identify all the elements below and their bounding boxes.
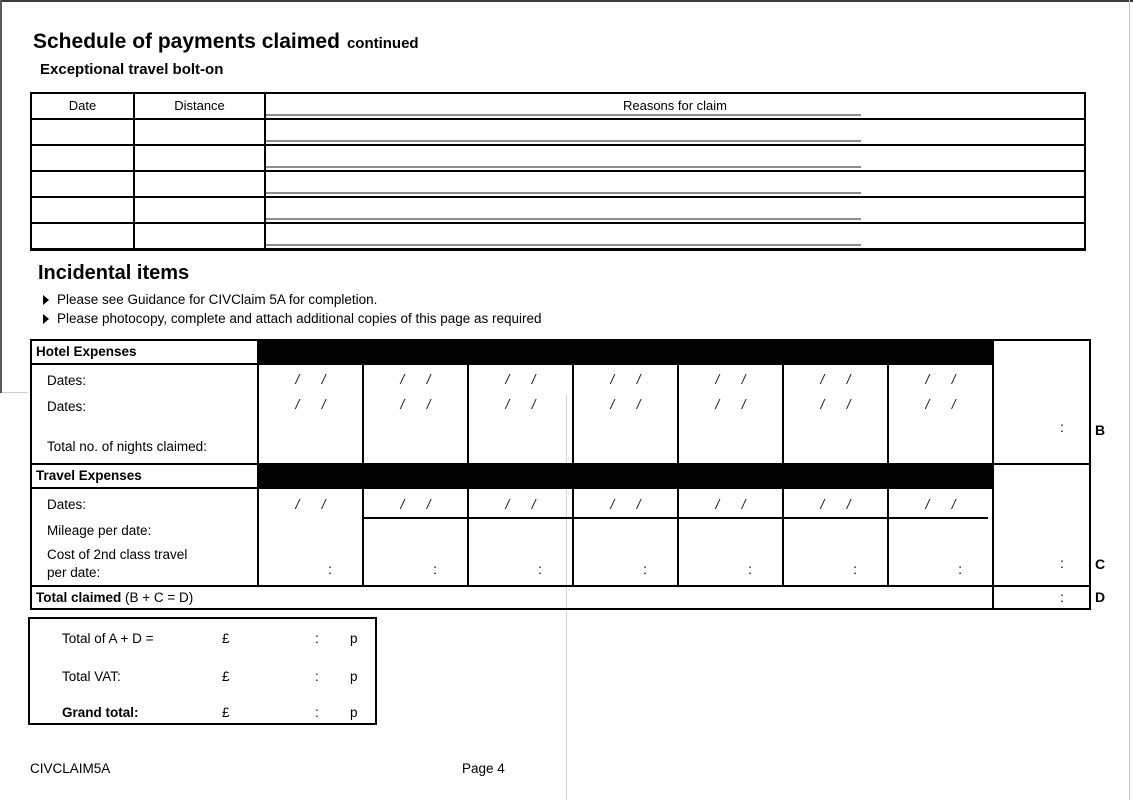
travel-amount-cell[interactable]: :: [748, 561, 752, 577]
travel-dates-underline: [364, 517, 988, 519]
travel-dates-label: Dates:: [47, 497, 87, 512]
travel-amount-cell[interactable]: :: [643, 561, 647, 577]
page-fold-tick: [2, 392, 28, 393]
writing-line: [266, 114, 861, 116]
travel-expenses-label: Travel Expenses: [36, 468, 142, 483]
travel-expenses-header-bar: [257, 465, 992, 489]
reasons-cell[interactable]: [266, 120, 1084, 144]
date-cell[interactable]: [32, 146, 135, 170]
ref-letter-d: D: [1095, 589, 1106, 605]
reasons-cell[interactable]: [266, 146, 1084, 170]
travel-cost-label-2: per date:: [47, 565, 101, 580]
ref-letter-b: B: [1095, 422, 1106, 438]
hotel-date-cell[interactable]: / / / /: [364, 365, 469, 463]
hotel-dates-label-2: Dates:: [47, 399, 87, 414]
reasons-cell[interactable]: [266, 198, 1084, 222]
page-title: [33, 30, 419, 54]
travel-amount-cell[interactable]: :: [958, 561, 962, 577]
total-vat-label: Total VAT:: [62, 669, 121, 684]
hotel-date-row: [259, 365, 992, 463]
writing-line: [266, 192, 861, 194]
page-number: Page 4: [462, 761, 505, 776]
pound-sign: £: [222, 669, 230, 684]
bullet-triangle-icon: [43, 314, 49, 324]
distance-cell[interactable]: [135, 198, 266, 222]
date-cell[interactable]: [32, 172, 135, 196]
table-header-row: [32, 94, 1084, 118]
table-row: [32, 222, 1084, 248]
distance-cell[interactable]: [135, 224, 266, 248]
exceptional-travel-table: [30, 92, 1086, 251]
bullet-triangle-icon: [43, 295, 49, 305]
travel-date-row: [259, 489, 992, 585]
hotel-dates-label-1: Dates:: [47, 373, 87, 388]
divider: [992, 341, 994, 608]
table-row: [32, 144, 1084, 170]
page-right-edge: [1129, 0, 1130, 800]
travel-date-cell[interactable]: / / :: [784, 489, 889, 585]
writing-line: [266, 218, 861, 220]
travel-cost-label: Cost of 2nd class travel: [47, 547, 188, 562]
hotel-date-cell[interactable]: / / / /: [784, 365, 889, 463]
amount-field[interactable]: :: [315, 631, 319, 646]
travel-amount-cell[interactable]: :: [328, 561, 332, 577]
grand-totals-box: [28, 617, 377, 725]
total-vat-row: [30, 669, 375, 689]
page-top-edge: [0, 0, 1133, 2]
travel-date-cell[interactable]: / / :: [364, 489, 469, 585]
travel-date-cell[interactable]: / / :: [679, 489, 784, 585]
reasons-cell[interactable]: [266, 224, 1084, 248]
grand-total-label: Grand total:: [62, 705, 139, 720]
page-title-main: Schedule of payments claimed: [33, 30, 340, 53]
grand-total-row: [30, 705, 375, 725]
hotel-date-cell[interactable]: / / / /: [574, 365, 679, 463]
reasons-cell[interactable]: [266, 172, 1084, 196]
travel-amount-cell[interactable]: :: [433, 561, 437, 577]
section-subtitle: Exceptional travel bolt-on: [40, 61, 224, 78]
travel-date-cell[interactable]: / / :: [259, 489, 364, 585]
incidental-items-heading: Incidental items: [38, 262, 190, 284]
column-header-date: Date: [32, 94, 135, 118]
travel-mileage-label: Mileage per date:: [47, 523, 152, 538]
amount-field[interactable]: :: [315, 705, 319, 720]
pence-sign: p: [350, 631, 358, 646]
total-a-d-label: Total of A + D =: [62, 631, 154, 646]
hotel-date-cell[interactable]: / / / /: [259, 365, 364, 463]
hotel-date-cell[interactable]: / / / /: [925, 372, 956, 412]
total-claimed-label: Total claimed (B + C = D): [36, 590, 194, 605]
total-claimed-amount-cell[interactable]: :: [1060, 589, 1064, 605]
hotel-expenses-header-bar: [257, 341, 992, 365]
pence-sign: p: [350, 669, 358, 684]
total-a-d-row: [30, 631, 375, 651]
travel-date-cell[interactable]: / / :: [574, 489, 679, 585]
date-cell[interactable]: [32, 224, 135, 248]
writing-line: [266, 166, 861, 168]
travel-row-labels: [32, 489, 257, 585]
hotel-nights-label: Total no. of nights claimed:: [47, 439, 207, 454]
date-cell[interactable]: [32, 198, 135, 222]
hotel-row-labels: [32, 365, 257, 463]
hotel-total-amount-cell[interactable]: :: [1060, 419, 1064, 435]
travel-date-cell[interactable]: / / :: [469, 489, 574, 585]
pound-sign: £: [222, 705, 230, 720]
divider: [32, 463, 1089, 465]
writing-line: [266, 140, 861, 142]
writing-line: [266, 244, 861, 246]
table-row: [32, 196, 1084, 222]
guidance-note: Please see Guidance for CIVClaim 5A for completion.: [43, 292, 377, 307]
distance-cell[interactable]: [135, 120, 266, 144]
total-claimed-row: [32, 587, 1089, 608]
amount-field[interactable]: :: [315, 669, 319, 684]
photocopy-note: Please photocopy, complete and attach additional copies of this page as required: [43, 311, 542, 326]
distance-cell[interactable]: [135, 172, 266, 196]
travel-amount-cell[interactable]: :: [538, 561, 542, 577]
page-left-edge: [0, 0, 2, 393]
column-header-reasons: Reasons for claim: [266, 94, 1084, 118]
hotel-expenses-label: Hotel Expenses: [36, 344, 137, 359]
table-row: [32, 170, 1084, 196]
form-id: CIVCLAIM5A: [30, 761, 111, 776]
date-cell[interactable]: [32, 120, 135, 144]
hotel-date-cell[interactable]: / / / /: [469, 365, 574, 463]
pound-sign: £: [222, 631, 230, 646]
column-header-distance: Distance: [135, 94, 266, 118]
incidental-items-table: [30, 339, 1091, 610]
table-row: [32, 118, 1084, 144]
ref-letter-c: C: [1095, 556, 1106, 572]
hotel-date-cell[interactable]: / / / /: [679, 365, 784, 463]
pence-sign: p: [350, 705, 358, 720]
travel-total-amount-cell[interactable]: :: [1060, 555, 1064, 571]
travel-amount-cell[interactable]: :: [853, 561, 857, 577]
page-title-continued: continued: [346, 35, 419, 52]
distance-cell[interactable]: [135, 146, 266, 170]
travel-date-cell[interactable]: / / :: [889, 489, 992, 585]
